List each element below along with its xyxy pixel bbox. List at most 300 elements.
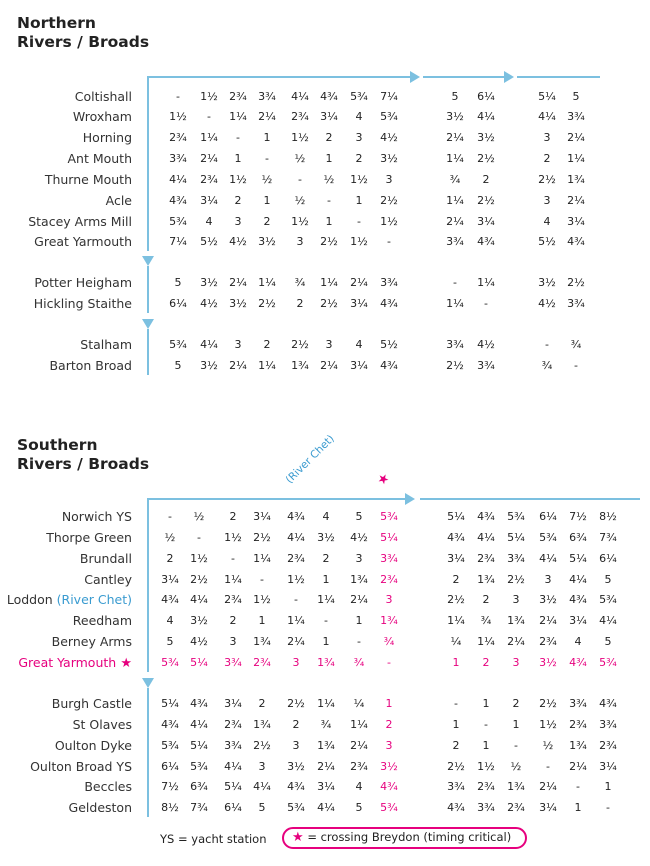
table-cell: 4¾: [380, 359, 398, 372]
row-label-text: Barton Broad: [49, 358, 132, 373]
table-cell: 3¼: [224, 697, 242, 710]
table-cell: 5¾: [507, 510, 525, 523]
row-label-text: Stacey Arms Mill: [28, 214, 132, 229]
table-cell: 2¼: [539, 614, 557, 627]
table-cell: 2¼: [350, 593, 368, 606]
table-cell: -: [545, 338, 549, 351]
table-cell: 4¼: [599, 614, 617, 627]
table-cell: -: [294, 593, 298, 606]
column-header-loddon: [284, 433, 337, 486]
table-cell: 2½: [567, 276, 585, 289]
table-cell: 7¾: [190, 801, 208, 814]
table-cell: 5: [604, 573, 612, 586]
table-cell: 1: [263, 131, 271, 144]
star-icon: ★: [374, 470, 394, 489]
table-cell: 3: [355, 131, 363, 144]
table-cell: 3¼: [253, 510, 271, 523]
section-line: [147, 266, 149, 313]
table-cell: 3: [544, 573, 552, 586]
table-cell: 2: [263, 215, 271, 228]
row-label-potter-heigham: [34, 275, 132, 290]
table-cell: 1¾: [253, 635, 271, 648]
table-cell: 1: [322, 635, 330, 648]
column-header-great-yarmouth: [374, 470, 393, 489]
table-cell: 5¾: [380, 801, 398, 814]
table-cell: 3½: [317, 531, 335, 544]
row-label-geldeston: [69, 800, 132, 815]
table-cell: ¾: [353, 656, 365, 669]
table-cell: 2½: [507, 573, 525, 586]
table-cell: 8½: [599, 510, 617, 523]
table-cell: 2¾: [477, 780, 495, 793]
table-cell: 1¼: [447, 614, 465, 627]
table-cell: ½: [193, 510, 205, 523]
table-cell: 2½: [477, 194, 495, 207]
table-cell: 5¾: [287, 801, 305, 814]
row-label-text: Great Yarmouth: [18, 655, 117, 670]
table-cell: 4: [543, 215, 551, 228]
table-cell: 3: [543, 194, 551, 207]
table-cell: 3¾: [446, 235, 464, 248]
table-cell: 3¼: [317, 780, 335, 793]
table-cell: 4: [322, 510, 330, 523]
table-cell: ¾: [480, 614, 492, 627]
table-cell: 2: [229, 510, 237, 523]
row-label-text: Great Yarmouth: [34, 234, 132, 249]
table-cell: 2: [482, 173, 490, 186]
table-cell: 2: [325, 131, 333, 144]
table-cell: 1¼: [446, 152, 464, 165]
row-label-wroxham: [73, 109, 132, 124]
table-cell: -: [453, 276, 457, 289]
row-label-text: Cantley: [84, 572, 132, 587]
table-cell: 1¼: [350, 718, 368, 731]
table-cell: 5: [604, 635, 612, 648]
section-line: [147, 498, 149, 672]
table-cell: 2¾: [200, 173, 218, 186]
table-cell: 1¼: [477, 635, 495, 648]
table-cell: 2¼: [320, 359, 338, 372]
group-line: [517, 76, 600, 78]
table-cell: 1¼: [258, 276, 276, 289]
table-cell: 2: [322, 552, 330, 565]
table-cell: 3: [512, 656, 520, 669]
star-icon: ★: [116, 656, 132, 671]
table-cell: 3: [385, 739, 393, 752]
row-label-berney-arms: [52, 634, 132, 649]
table-cell: 1: [325, 215, 333, 228]
table-cell: 2½: [253, 739, 271, 752]
table-cell: 3: [258, 760, 266, 773]
row-label-text: Oulton Dyke: [54, 738, 132, 753]
table-cell: 2: [234, 194, 242, 207]
table-cell: 3¾: [477, 359, 495, 372]
table-cell: -: [265, 152, 269, 165]
table-cell: 3¾: [599, 718, 617, 731]
table-cell: 1½: [224, 531, 242, 544]
table-cell: ½: [261, 173, 273, 186]
star-icon: ★: [292, 830, 304, 845]
table-cell: 3: [355, 552, 363, 565]
table-cell: 5¼: [447, 510, 465, 523]
table-cell: 3¾: [567, 297, 585, 310]
table-cell: 6¼: [161, 760, 179, 773]
table-cell: -: [324, 614, 328, 627]
table-cell: ½: [510, 760, 522, 773]
table-cell: 2¼: [569, 760, 587, 773]
table-cell: 6¼: [169, 297, 187, 310]
table-cell: 2: [482, 593, 490, 606]
table-cell: 3½: [287, 760, 305, 773]
table-cell: -: [197, 531, 201, 544]
table-cell: 4½: [538, 297, 556, 310]
row-label-ant-mouth: [67, 151, 132, 166]
table-cell: -: [207, 110, 211, 123]
group-line: [420, 498, 640, 500]
table-cell: 6¼: [224, 801, 242, 814]
table-cell: 3¾: [507, 552, 525, 565]
row-label-text: Ant Mouth: [67, 151, 132, 166]
southern-title-line2: Rivers / Broads: [17, 455, 150, 473]
table-cell: 1¼: [224, 573, 242, 586]
northern-title: [17, 14, 149, 52]
river-chet-label: (River Chet): [52, 592, 132, 607]
table-cell: ¾: [320, 718, 332, 731]
table-cell: 3¾: [569, 697, 587, 710]
arrow-right-icon: [405, 493, 415, 505]
table-cell: 1¼: [477, 276, 495, 289]
table-cell: 4¼: [477, 110, 495, 123]
southern-title-line1: Southern: [17, 436, 98, 454]
table-cell: 3: [234, 215, 242, 228]
table-cell: 1¾: [567, 173, 585, 186]
table-cell: 5: [572, 90, 580, 103]
table-cell: 4¾: [287, 780, 305, 793]
table-cell: 3½: [200, 359, 218, 372]
table-cell: 1: [355, 614, 363, 627]
table-cell: 5: [174, 276, 182, 289]
table-cell: 4¾: [569, 593, 587, 606]
table-cell: 1: [452, 656, 460, 669]
table-cell: 1: [385, 697, 393, 710]
table-cell: 2: [452, 573, 460, 586]
table-cell: 8½: [161, 801, 179, 814]
legend-ys: YS = yacht station: [160, 832, 267, 846]
row-label-norwich-ys: [62, 509, 132, 524]
table-cell: 3¾: [380, 276, 398, 289]
row-label-brundall: [80, 551, 132, 566]
table-cell: 5½: [200, 235, 218, 248]
row-label-text: Horning: [82, 130, 132, 145]
table-cell: 1½: [291, 215, 309, 228]
table-cell: 5¼: [569, 552, 587, 565]
table-cell: -: [576, 780, 580, 793]
table-cell: -: [546, 760, 550, 773]
table-cell: 3¾: [446, 338, 464, 351]
table-cell: -: [484, 297, 488, 310]
table-cell: 3: [292, 739, 300, 752]
section-line: [147, 76, 149, 251]
row-label-text: Burgh Castle: [51, 696, 132, 711]
table-cell: 1: [482, 739, 490, 752]
table-cell: 3½: [538, 276, 556, 289]
table-cell: -: [176, 90, 180, 103]
row-label-text: Wroxham: [72, 109, 132, 124]
legend-crossing-text: = crossing Breydon (timing critical): [307, 830, 512, 844]
table-cell: 3: [385, 173, 393, 186]
table-cell: 1½: [169, 110, 187, 123]
table-cell: 4: [355, 780, 363, 793]
table-cell: 1½: [380, 215, 398, 228]
table-cell: 1½: [253, 593, 271, 606]
table-cell: -: [236, 131, 240, 144]
table-cell: 2: [296, 297, 304, 310]
table-cell: 4¼: [200, 338, 218, 351]
table-cell: 1: [258, 614, 266, 627]
table-cell: 3¼: [539, 801, 557, 814]
table-cell: 2: [543, 152, 551, 165]
row-label-thurne-mouth: [45, 172, 132, 187]
table-cell: 5¾: [169, 215, 187, 228]
table-cell: 1: [325, 152, 333, 165]
table-cell: -: [298, 173, 302, 186]
row-label-text: Oulton Broad YS: [30, 759, 132, 774]
table-cell: 1½: [291, 131, 309, 144]
northern-title-line1: Northern: [17, 14, 96, 32]
loddon-river-chet-label: (River Chet): [283, 432, 337, 486]
arrow-down-icon: [142, 678, 154, 688]
row-label-hickling-staithe: [34, 296, 132, 311]
table-cell: 1¼: [446, 297, 464, 310]
table-cell: 1½: [287, 573, 305, 586]
row-label-stacey-arms-mill: [28, 214, 132, 229]
table-cell: 3½: [190, 614, 208, 627]
legend-crossing: [292, 830, 511, 845]
table-cell: -: [357, 215, 361, 228]
table-cell: 5¾: [599, 656, 617, 669]
table-cell: 1¼: [567, 152, 585, 165]
row-label-text: Geldeston: [68, 800, 132, 815]
table-cell: 3½: [539, 656, 557, 669]
table-cell: 2¾: [224, 718, 242, 731]
table-cell: 1¼: [317, 697, 335, 710]
table-cell: ¾: [541, 359, 553, 372]
table-cell: 4¼: [538, 110, 556, 123]
table-cell: 5¼: [190, 739, 208, 752]
table-cell: 2¼: [567, 131, 585, 144]
table-cell: -: [574, 359, 578, 372]
table-cell: 3½: [380, 152, 398, 165]
northern-title-line2: Rivers / Broads: [17, 33, 150, 51]
row-label-text: Stalham: [80, 337, 132, 352]
table-cell: 5¾: [380, 510, 398, 523]
table-cell: 4½: [190, 635, 208, 648]
table-cell: 4: [355, 338, 363, 351]
table-cell: 3¼: [161, 573, 179, 586]
row-label-burgh-castle: [52, 696, 132, 711]
table-cell: 1: [574, 801, 582, 814]
row-label-text: Reedham: [72, 613, 132, 628]
table-cell: 7½: [569, 510, 587, 523]
table-cell: 5¾: [380, 110, 398, 123]
table-cell: 1¼: [200, 131, 218, 144]
table-cell: 6¾: [569, 531, 587, 544]
table-cell: -: [168, 510, 172, 523]
table-cell: 2: [166, 552, 174, 565]
table-cell: -: [606, 801, 610, 814]
row-label-oulton-broad-ys: [30, 759, 132, 774]
table-cell: 2¼: [229, 359, 247, 372]
table-cell: 3¼: [350, 359, 368, 372]
table-cell: 5¾: [190, 760, 208, 773]
table-cell: 2¾: [229, 90, 247, 103]
table-cell: 5¾: [169, 338, 187, 351]
table-cell: 3¾: [477, 801, 495, 814]
table-cell: 2½: [446, 359, 464, 372]
table-cell: 5: [355, 510, 363, 523]
table-cell: 3¼: [567, 215, 585, 228]
table-cell: 3¼: [447, 552, 465, 565]
table-cell: 1½: [477, 760, 495, 773]
table-cell: 4¾: [380, 297, 398, 310]
table-cell: 1¾: [291, 359, 309, 372]
table-cell: 1: [482, 697, 490, 710]
table-cell: 1½: [190, 552, 208, 565]
row-label-barton-broad: [49, 358, 132, 373]
table-cell: ½: [542, 739, 554, 752]
table-cell: 2¼: [317, 760, 335, 773]
table-cell: 1: [263, 194, 271, 207]
table-cell: 3¾: [567, 110, 585, 123]
table-cell: ½: [294, 152, 306, 165]
table-cell: 4¼: [190, 718, 208, 731]
table-cell: 3: [543, 131, 551, 144]
table-cell: 3¼: [320, 110, 338, 123]
section-line: [147, 688, 149, 817]
table-cell: 5¾: [161, 739, 179, 752]
table-cell: 2¾: [169, 131, 187, 144]
table-cell: 2½: [380, 194, 398, 207]
table-cell: 4¼: [291, 90, 309, 103]
table-cell: 2: [229, 614, 237, 627]
table-cell: 2½: [320, 297, 338, 310]
table-cell: 2¼: [446, 131, 464, 144]
table-cell: 1¼: [258, 359, 276, 372]
table-cell: 3½: [446, 110, 464, 123]
table-cell: 2½: [447, 593, 465, 606]
table-cell: ½: [164, 531, 176, 544]
table-cell: 1¾: [477, 573, 495, 586]
table-cell: 5½: [380, 338, 398, 351]
table-cell: 1¾: [507, 614, 525, 627]
table-cell: -: [387, 656, 391, 669]
table-cell: 4¼: [224, 760, 242, 773]
table-cell: 2: [385, 718, 393, 731]
table-cell: 4¼: [317, 801, 335, 814]
table-cell: 5¾: [350, 90, 368, 103]
table-cell: 2: [482, 656, 490, 669]
row-label-stalham: [80, 337, 132, 352]
table-cell: 5: [355, 801, 363, 814]
row-label-thorpe-green: [46, 530, 132, 545]
table-cell: 1: [512, 718, 520, 731]
table-cell: 1¾: [253, 718, 271, 731]
table-cell: 4¾: [599, 697, 617, 710]
table-cell: 5: [174, 359, 182, 372]
table-cell: 5¼: [507, 531, 525, 544]
table-cell: 1: [322, 573, 330, 586]
table-cell: 1¾: [380, 614, 398, 627]
row-label-text: St Olaves: [72, 717, 132, 732]
row-label-great-yarmouth: [34, 234, 132, 249]
table-cell: 2¾: [224, 593, 242, 606]
table-cell: 5: [451, 90, 459, 103]
row-label-text: Brundall: [79, 551, 132, 566]
table-cell: 2¾: [569, 718, 587, 731]
table-cell: 1: [604, 780, 612, 793]
table-cell: 5¼: [538, 90, 556, 103]
table-cell: 4¾: [567, 235, 585, 248]
table-cell: 4¾: [190, 697, 208, 710]
table-cell: 3¼: [569, 614, 587, 627]
table-cell: 1¾: [317, 656, 335, 669]
table-cell: 5¼: [190, 656, 208, 669]
table-cell: 7½: [161, 780, 179, 793]
table-cell: 3: [296, 235, 304, 248]
table-cell: 4¾: [380, 780, 398, 793]
table-cell: 1¼: [317, 593, 335, 606]
table-cell: 2½: [287, 697, 305, 710]
table-cell: 2½: [190, 573, 208, 586]
table-cell: 5¼: [224, 780, 242, 793]
table-cell: 3¼: [350, 297, 368, 310]
table-cell: ¾: [570, 338, 582, 351]
table-cell: 2¼: [539, 780, 557, 793]
table-cell: -: [231, 552, 235, 565]
table-cell: 1¼: [320, 276, 338, 289]
table-cell: 2¼: [350, 276, 368, 289]
table-cell: 2¼: [507, 635, 525, 648]
table-cell: 2½: [477, 152, 495, 165]
table-cell: 1¼: [253, 552, 271, 565]
table-cell: 1¼: [446, 194, 464, 207]
table-cell: 1¾: [317, 739, 335, 752]
table-cell: 2¼: [229, 276, 247, 289]
table-cell: 3¼: [200, 194, 218, 207]
table-cell: 4½: [477, 338, 495, 351]
table-cell: 2¾: [477, 552, 495, 565]
table-cell: 1¾: [350, 573, 368, 586]
table-cell: 7¼: [169, 235, 187, 248]
table-cell: 4¾: [447, 801, 465, 814]
table-cell: 3¾: [224, 656, 242, 669]
table-cell: 3½: [229, 297, 247, 310]
table-cell: 3½: [477, 131, 495, 144]
table-cell: 1½: [200, 90, 218, 103]
table-cell: 4: [205, 215, 213, 228]
table-cell: -: [454, 697, 458, 710]
table-cell: 2¼: [258, 110, 276, 123]
table-cell: 6¼: [539, 510, 557, 523]
table-cell: 3½: [539, 593, 557, 606]
table-cell: 5½: [538, 235, 556, 248]
table-cell: 4¼: [539, 552, 557, 565]
table-cell: -: [514, 739, 518, 752]
table-cell: 4¾: [477, 510, 495, 523]
table-cell: 3: [229, 635, 237, 648]
table-cell: 2: [292, 718, 300, 731]
row-label-acle: [106, 193, 132, 208]
